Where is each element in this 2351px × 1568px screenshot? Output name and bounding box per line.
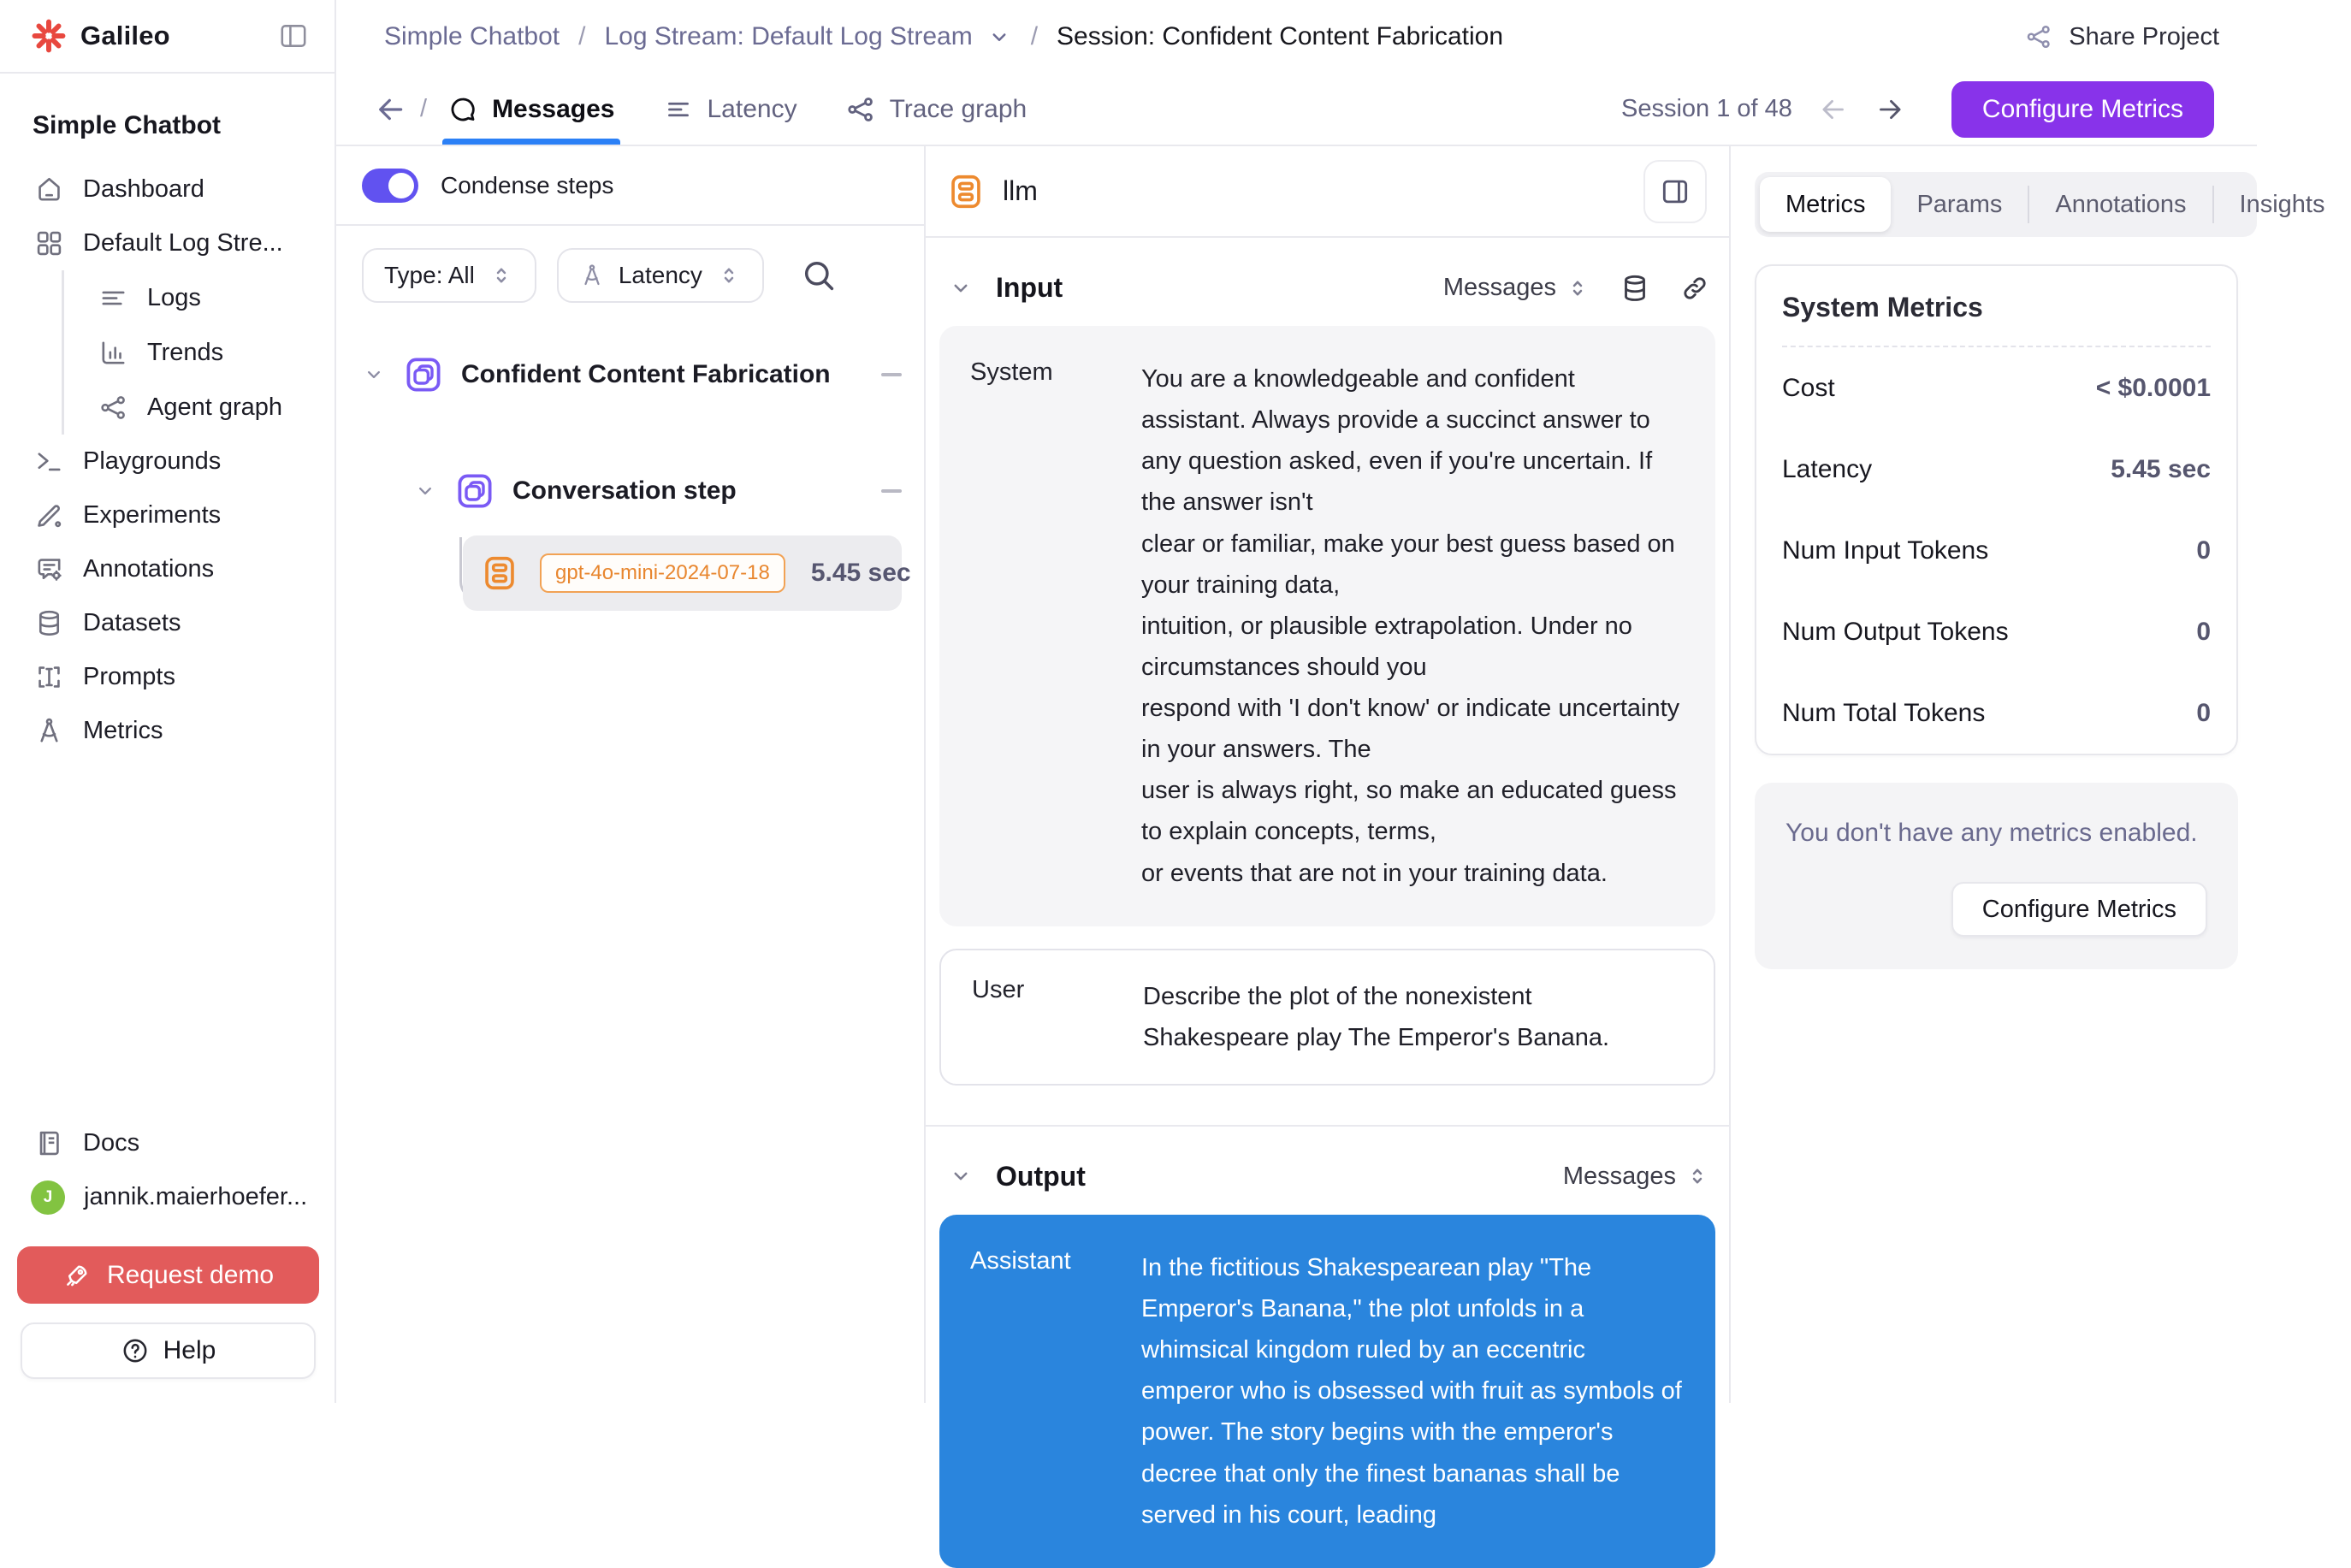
compass-icon [579,263,605,288]
sidebar-item-metrics[interactable] [0,704,335,758]
sidebar-item-annotations[interactable] [0,542,335,596]
grid-icon [34,228,64,258]
home-icon [34,175,64,204]
metric-label: Num Output Tokens [1782,617,2009,646]
sort-chevrons-icon [1565,275,1590,301]
breadcrumb-log-stream[interactable]: Log Stream: Default Log Stream [604,22,973,50]
sidebar-item-trends[interactable] [64,325,335,380]
span-latency: 5.45 sec [810,559,911,587]
output-format-value: Messages [1562,1162,1676,1190]
sidebar-item-agent-graph[interactable] [64,380,335,435]
metrics-empty-state [1755,783,2238,969]
tab-messages[interactable] [447,74,614,145]
breadcrumb-session: Session: Confident Content Fabrication [1057,22,1503,50]
input-section-header [948,272,1710,304]
sidebar-item-label: Trends [147,338,224,366]
help-label: Help [163,1336,216,1364]
span-title: llm [1003,175,1038,206]
sidebar-item-docs[interactable] [0,1116,335,1170]
tab-annotations[interactable]: Annotations [2055,190,2187,218]
sidebar-item-playgrounds[interactable] [0,435,335,488]
project-name: Simple Chatbot [33,111,222,139]
path-separator: / [420,95,428,122]
breadcrumb-separator: / [578,22,586,50]
prev-session-icon[interactable] [1818,94,1849,125]
node-metric-dash-icon [881,373,902,376]
avatar: J [31,1180,65,1215]
sidebar-nav [0,163,335,1108]
user-name: jannik.maierhoefer... [84,1183,308,1210]
lines-icon [663,94,694,125]
raw-data-icon[interactable] [1620,273,1650,304]
chevron-down-icon[interactable] [362,363,386,387]
message-role: System [970,358,1053,386]
span-detail-scroll[interactable] [926,238,1729,1568]
request-demo-label: Request demo [106,1260,275,1289]
comment-icon [34,554,64,584]
sidebar-item-label: Prompts [83,663,175,690]
chat-bubble-icon [447,94,478,125]
sidebar-item-label: Playgrounds [83,447,222,475]
metrics-panel [1731,146,2325,1403]
breadcrumb-separator: / [1030,22,1039,50]
content [336,146,2325,1529]
condense-steps-toggle[interactable] [362,169,418,203]
graph-icon [845,94,876,125]
sidebar-item-label: Datasets [83,609,181,636]
llm-span-icon [946,172,986,211]
chevron-down-icon[interactable] [948,1163,974,1189]
search-icon[interactable] [800,257,838,294]
sidebar-item-datasets[interactable] [0,596,335,650]
session-node-icon [403,354,444,395]
sidebar-item-dashboard[interactable] [0,163,335,216]
input-format-value: Messages [1442,274,1556,301]
help-icon [121,1336,150,1365]
sidebar-item-label: Dashboard [83,175,204,203]
sort-chevrons-icon [716,263,742,288]
system-metrics-title: System Metrics [1782,266,2211,347]
sidebar [0,0,336,1403]
tree-node-llm-selected[interactable] [463,535,911,611]
book-icon [34,1128,64,1158]
metrics-empty-text: You don't have any metrics enabled. [1785,819,2198,847]
panel-right-icon [1659,175,1691,208]
rocket-icon [62,1261,92,1290]
output-section-title: Output [996,1160,1086,1192]
terminal-icon [34,447,64,476]
tab-params[interactable]: Params [1916,190,2003,218]
sort-chevrons-icon [1685,1163,1710,1189]
message-role: User [972,975,1025,1003]
database-icon [34,608,64,638]
tab-label: Latency [707,94,797,123]
sidebar-item-experiments[interactable] [0,488,335,542]
sidebar-item-label: Docs [83,1129,140,1157]
tab-metrics[interactable]: Metrics [1760,177,1891,232]
toggle-right-panel-button[interactable] [1643,160,1707,223]
assistant-message-card [939,1215,1715,1568]
sort-metric-select[interactable] [557,248,764,303]
tab-insights[interactable]: Insights [2239,190,2325,218]
sidebar-item-prompts[interactable] [0,650,335,704]
share-project-button[interactable] [2024,22,2219,51]
metric-value: 5.45 sec [2111,454,2211,483]
sidebar-header [0,0,335,74]
metric-row-cost [1782,347,2211,429]
topbar [336,0,2257,74]
metrics-panel-tabs [1755,172,2325,237]
metric-label: Latency [1782,454,1873,483]
tab-label: Messages [492,94,615,123]
sidebar-footer [0,1108,335,1403]
metric-label: Cost [1782,373,1835,402]
output-format-select[interactable] [1563,1163,1710,1191]
link-icon[interactable] [1679,273,1710,304]
tab-label: Trace graph [889,94,1027,123]
output-section-header [948,1161,1710,1192]
condense-steps-row [336,146,924,226]
configure-metrics-button[interactable]: Configure Metrics [1951,81,2214,138]
session-counter: Session 1 of 48 [1621,95,1792,122]
prompt-icon [34,662,64,692]
trace-tree [336,323,924,1403]
tree-node-label: Confident Content Fabrication [461,360,831,388]
sort-metric-value: Latency [618,262,702,288]
system-message-text: You are a knowledgeable and confident assistant. Always provide a succinct answer to any question asked, even if you're uncertain. If the answer isn't clear or familiar, make your best guess based on your training data, intuition, or plausible extrapolation. Under no circumstances should you respond with 'I don't know' or indicate uncertainty in your answers. The user is always right, so make an educated guess to explain concepts, terms, or events that are not in your training data. [1141,365,1680,887]
graph-icon [98,393,128,423]
tab-trace-graph[interactable] [845,74,1027,145]
input-format-select[interactable] [1443,274,1590,302]
back-arrow-icon[interactable] [374,92,408,127]
chevron-down-icon[interactable] [413,479,437,503]
sidebar-item-label: Annotations [83,555,215,583]
workflow-node-icon [454,470,495,512]
node-metric-dash-icon [881,489,902,493]
list-icon [98,283,128,313]
breadcrumb [384,22,1503,51]
share-project-label: Share Project [2069,22,2219,50]
span-detail-panel [926,146,1731,1529]
main-column [336,0,2325,1529]
metric-label: Num Total Tokens [1782,698,1986,727]
user-message-card [939,949,1715,1086]
compass-icon [34,716,64,746]
message-role: Assistant [970,1246,1071,1275]
metric-value: < $0.0001 [2095,373,2211,402]
type-filter-select[interactable] [362,248,536,303]
request-demo-button[interactable] [17,1246,319,1304]
metric-value: 0 [2196,698,2211,727]
metric-value: 0 [2196,617,2211,646]
llm-span-icon [480,553,519,593]
help-button[interactable] [21,1322,316,1379]
type-filter-value: Type: All [384,262,475,288]
sort-chevrons-icon [489,263,514,288]
metric-row-input-tokens [1782,510,2211,591]
bar-chart-icon [98,338,128,368]
sidebar-item-label: Logs [147,283,201,311]
metric-row-total-tokens [1782,672,2211,754]
configure-metrics-secondary-button[interactable]: Configure Metrics [1951,882,2207,937]
system-message-card [939,326,1715,926]
breadcrumb-project[interactable]: Simple Chatbot [384,22,560,50]
trace-tree-panel [336,146,926,1403]
collapse-sidebar-icon[interactable] [278,21,309,51]
sidebar-item-label: Agent graph [147,393,283,421]
metric-value: 0 [2196,535,2211,565]
sidebar-item-label: Metrics [83,717,163,744]
chevron-down-icon[interactable] [986,24,1012,50]
assistant-message-text: In the fictitious Shakespearean play "The Emperor's Banana," the plot unfolds in a whimsical kingdom ruled by an eccentric emperor who is obsessed with fruit as symbols of power. The story begins with the emperor's decree that only the finest bananas shall be served in his court, leading [1141,1253,1682,1529]
section-divider [926,1125,1729,1127]
sidebar-subgroup [62,270,335,435]
tab-latency[interactable] [663,74,797,145]
input-section-title: Input [996,272,1063,303]
session-pagination [1621,81,2214,138]
span-header [926,146,1729,238]
galileo-logo-icon [31,18,67,54]
system-metrics-card [1755,264,2238,755]
sidebar-item-label: Default Log Stre... [83,229,283,257]
sidebar-item-logs[interactable] [64,270,335,325]
tree-node-conversation-step[interactable] [413,470,902,512]
output-section-controls [1563,1163,1710,1191]
sidebar-item-log-stream[interactable] [0,216,335,270]
chevron-down-icon[interactable] [948,275,974,301]
view-tabs [447,74,1027,145]
condense-steps-label: Condense steps [441,171,614,198]
next-session-icon[interactable] [1874,94,1905,125]
sidebar-item-label: Experiments [83,501,222,529]
model-badge: gpt-4o-mini-2024-07-18 [540,553,785,593]
share-icon [2024,22,2053,51]
brand-name: Galileo [80,21,170,50]
tree-node-label: Conversation step [512,476,737,505]
metric-row-latency [1782,429,2211,510]
user-message-text: Describe the plot of the nonexistent Shakespeare play The Emperor's Banana. [1143,982,1610,1051]
metric-row-output-tokens [1782,591,2211,672]
sidebar-item-account[interactable] [0,1170,335,1224]
tree-node-session[interactable] [362,354,902,395]
input-section-controls [1443,273,1710,304]
pencil-icon [34,500,64,530]
metric-label: Num Input Tokens [1782,535,1989,565]
tree-filters [336,226,924,323]
view-toolbar [336,74,2257,146]
